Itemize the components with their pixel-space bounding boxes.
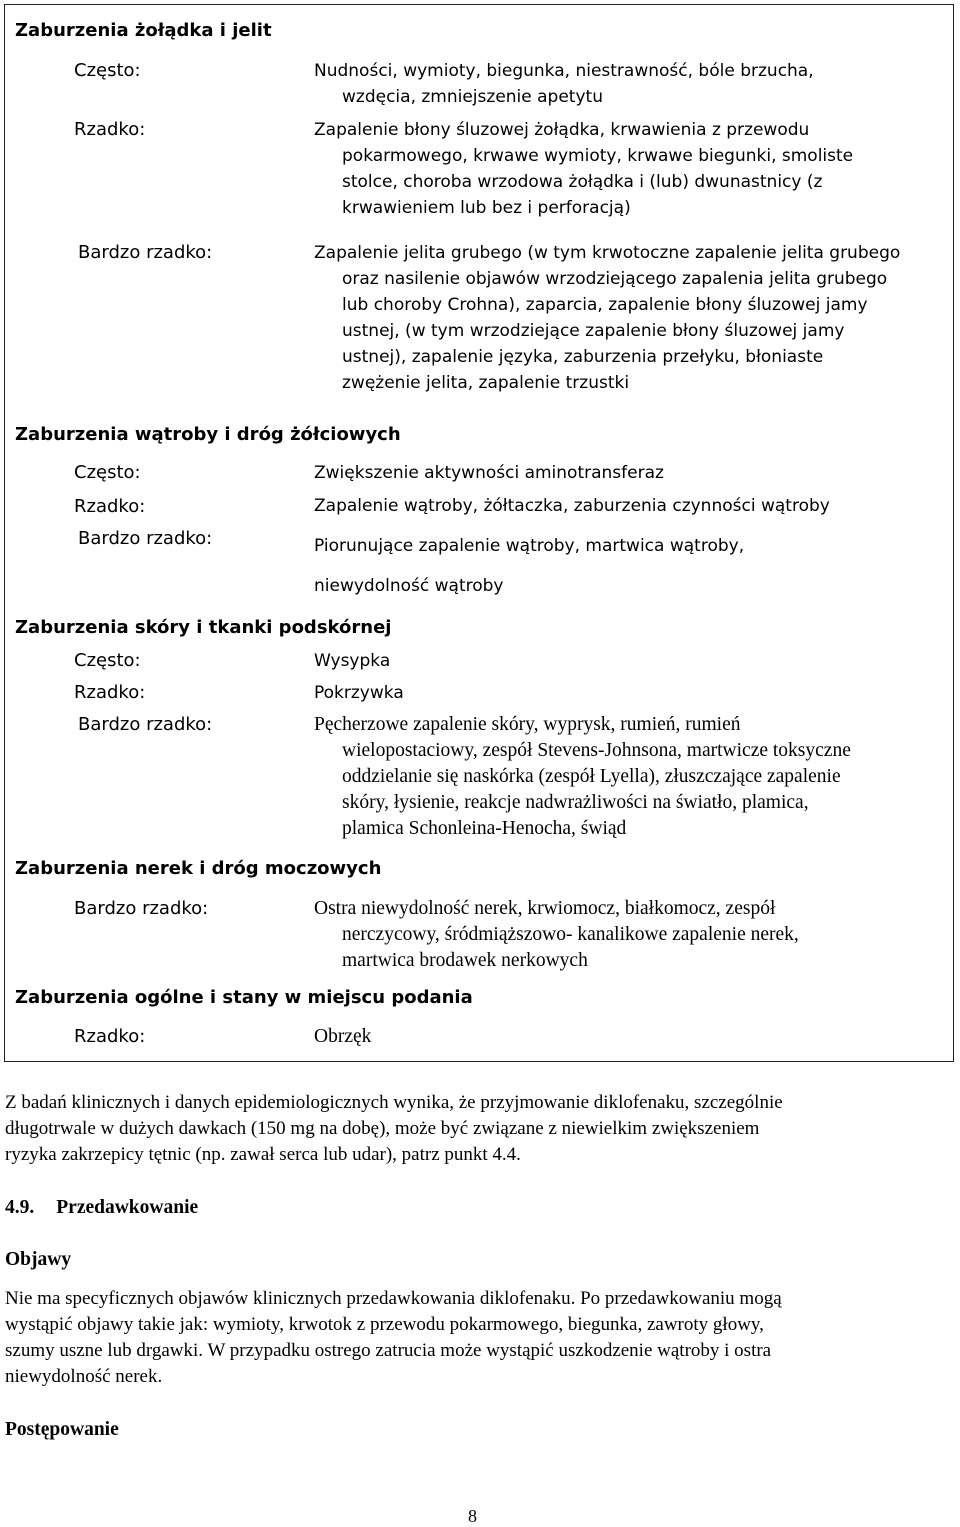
freq-label-very-rare: Bardzo rzadko: [74,898,209,919]
page-number: 8 [468,1506,477,1526]
freq-label-rare: Rzadko: [74,682,146,703]
paragraph-overdose-symptoms: Nie ma specyficznych objawów klinicznych przedawkowania diklofenaku. Po przedawkowaniu mogą wystąpić objawy takie jak: wymioty, krwotok z przewodu pokarmowego, biegunka, zawroty głowy, szumy uszne lub drgawki. W przypadku ostrego zatrucia może wystąpić uszkodzenie wątroby i ostra niewydolność nerek. [5,1288,782,1387]
gi-rare-text: Zapalenie błony śluzowej żołądka, krwawienia z przewodu pokarmowego, krwawe wymioty, krwawe biegunki, smoliste stolce, choroba wrzodowa żołądka i (lub) dwunastnicy (z krwawieniem lub bez i perforacją) [314,120,854,218]
liver-frequent-text: Zwiększenie aktywności aminotransferaz [314,463,664,483]
liver-very-rare-text: Piorunujące zapalenie wątroby, martwica wątroby, niewydolność wątroby [314,536,745,596]
skin-very-rare-text: Pęcherzowe zapalenie skóry, wyprysk, rumień, rumień wielopostaciowy, zespół Stevens-Johnsona, martwicze toksyczne oddzielanie się naskórka (zespół Lyella), złuszczające zapalenie skóry, łysienie, reakcje nadwrażliwości na światło, plamica, plamica Schonleina-Henocha, świąd [314,714,851,839]
subheading-symptoms: Objawy [5,1249,72,1270]
freq-label-very-rare: Bardzo rzadko: [78,714,213,735]
kidney-very-rare-text: Ostra niewydolność nerek, krwiomocz, białkomocz, zespół nerczycowy, śródmiąższowo- kanalikowe zapalenie nerek, martwica brodawek nerkowych [314,898,799,971]
section-title-liver: Zaburzenia wątroby i dróg żółciowych [15,424,401,445]
freq-label-very-rare: Bardzo rzadko: [78,528,213,549]
section-title-kidney: Zaburzenia nerek i dróg moczowych [15,858,382,879]
section-title-general: Zaburzenia ogólne i stany w miejscu podania [15,987,473,1008]
freq-label-frequent: Często: [74,60,141,81]
liver-rare-text: Zapalenie wątroby, żółtaczka, zaburzenia czynności wątroby [314,496,830,516]
general-rare-text: Obrzęk [314,1026,372,1047]
paragraph-thrombosis-risk: Z badań klinicznych i danych epidemiologicznych wynika, że przyjmowanie diklofenaku, szczególnie długotrwale w dużych dawkach (150 mg na dobę), może być związane z niewielkim zwiększeniem ryzyka zakrzepicy tętnic (np. zawał serca lub udar), patrz punkt 4.4. [5,1092,783,1165]
section-title-gi: Zaburzenia żołądka i jelit [15,20,272,41]
section-heading-overdose: 4.9. Przedawkowanie [5,1197,199,1218]
section-title-skin: Zaburzenia skóry i tkanki podskórnej [15,617,392,638]
freq-label-frequent: Często: [74,650,141,671]
skin-rare-text: Pokrzywka [314,683,404,703]
freq-label-rare: Rzadko: [74,496,146,517]
gi-frequent-text: Nudności, wymioty, biegunka, niestrawność, bóle brzucha, wzdęcia, zmniejszenie apetytu [314,61,814,107]
gi-very-rare-text: Zapalenie jelita grubego (w tym krwotoczne zapalenie jelita grubego oraz nasilenie objawów wrzodziejącego zapalenia jelita grubego lub choroby Crohna), zaparcia, zapalenie błony śluzowej jamy ustnej, (w tym wrzodziejące zapalenie błony śluzowej jamy ustnej), zapalenie języka, zaburzenia przełyku, błoniaste zwężenie jelita, zapalenie trzustki [314,243,901,393]
freq-label-rare: Rzadko: [74,119,146,140]
skin-frequent-text: Wysypka [314,651,391,671]
subheading-management: Postępowanie [5,1419,119,1440]
freq-label-frequent: Często: [74,462,141,483]
freq-label-very-rare: Bardzo rzadko: [78,242,213,263]
freq-label-rare: Rzadko: [74,1026,146,1047]
